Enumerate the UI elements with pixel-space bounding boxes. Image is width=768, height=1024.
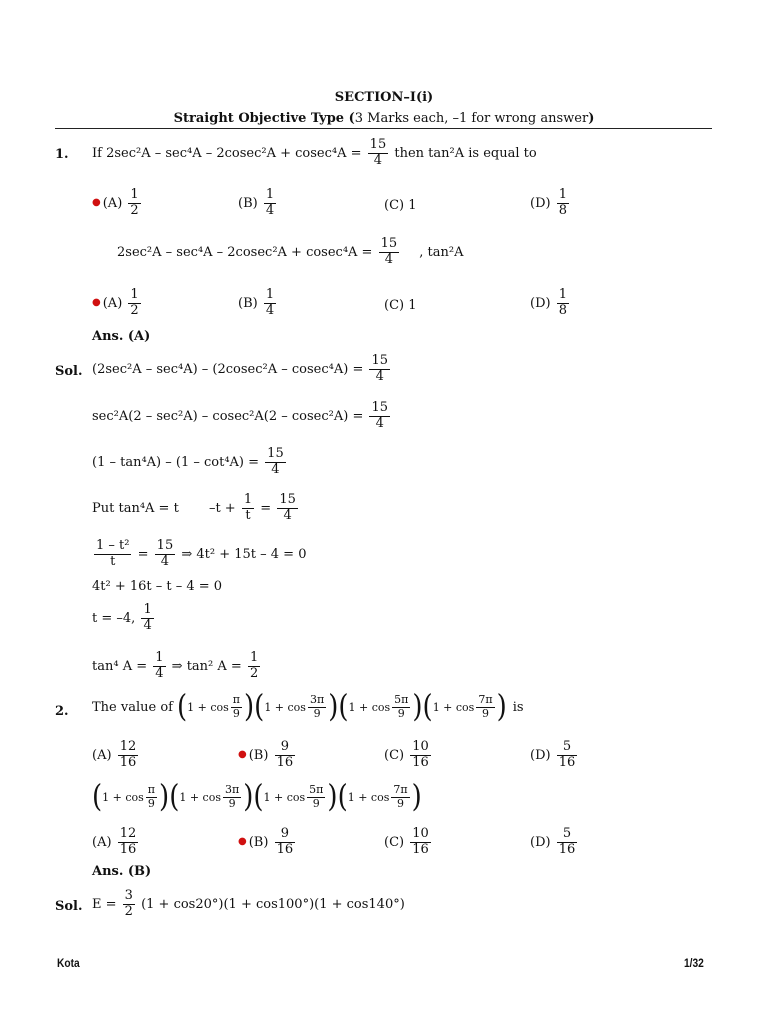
frac-den: 4: [384, 251, 393, 267]
q1-option-c[interactable]: (C) 1: [384, 198, 417, 213]
q2-option-d-repeat[interactable]: [530, 827, 579, 858]
fraction: [141, 603, 153, 634]
sol2-line1: [92, 889, 405, 920]
factor-text: 1 + cos: [432, 700, 475, 714]
frac-num: 5π: [394, 693, 409, 706]
factor-text: 1 + cos: [347, 790, 390, 804]
sol1-line4-put: Put tan⁴A = t: [92, 500, 179, 516]
factor-text: 1 + cos: [263, 790, 306, 804]
frac-den: 16: [119, 754, 137, 770]
frac-den: 16: [119, 841, 137, 857]
frac-num: 15: [279, 492, 296, 507]
option-fraction: [118, 740, 139, 771]
frac-num: π: [232, 693, 240, 706]
frac-den: 9: [232, 706, 240, 720]
q1-alt-post: , tan²A: [419, 244, 464, 260]
equals: =: [137, 546, 149, 562]
sol1-line3-text: (1 – tan⁴A) – (1 – cot⁴A) =: [92, 454, 260, 470]
marked-dot: ●: [92, 296, 101, 308]
q1-fraction: [368, 138, 389, 169]
frac-den: 16: [276, 841, 294, 857]
option-fraction: [128, 188, 140, 219]
frac-num: 1: [143, 602, 152, 617]
option-label: (C): [384, 747, 405, 763]
section-title: SECTION–I(i): [334, 90, 434, 105]
q1-answer: Ans. (A): [92, 329, 151, 344]
frac-den: 16: [558, 754, 576, 770]
sol1-label: Sol.: [55, 364, 83, 379]
option-fraction: [118, 827, 139, 858]
option-label: (D): [530, 834, 551, 850]
fraction: [392, 694, 410, 720]
fraction: [146, 784, 157, 810]
sol1-line5: [92, 539, 306, 570]
q1-option-d[interactable]: [530, 188, 571, 219]
fraction: [94, 539, 131, 570]
q2-alt-expression: [92, 779, 422, 816]
frac-den: 2: [124, 903, 133, 919]
marked-dot: ●: [238, 835, 247, 847]
fraction: [123, 889, 135, 920]
frac-den: 16: [412, 841, 429, 857]
frac-num: 12: [119, 739, 137, 754]
sol2-label: Sol.: [55, 899, 83, 914]
frac-num: 1: [249, 650, 259, 665]
q2-number: 2.: [55, 704, 69, 719]
q1-alt-pre: 2sec²A – sec⁴A – 2cosec²A + cosec⁴A =: [117, 244, 373, 260]
frac-den: 4: [265, 202, 275, 218]
factor-text: 1 + cos: [102, 790, 144, 804]
frac-num: 1 – t²: [96, 538, 130, 553]
factor-text: 1 + cos: [264, 700, 306, 714]
frac-num: 10: [412, 739, 429, 754]
option-fraction: [557, 827, 578, 858]
frac-den: 2: [130, 302, 139, 318]
frac-den: 9: [312, 796, 320, 810]
q2-option-b-repeat[interactable]: [238, 827, 297, 858]
frac-num: 1: [130, 287, 139, 302]
frac-num: 3π: [224, 783, 240, 796]
sol1-line2-text: sec²A(2 – sec²A) – cosec²A(2 – cosec²A) =: [92, 408, 364, 424]
frac-den: 2: [249, 665, 259, 681]
option-label: (B): [248, 747, 269, 763]
frac-den: 16: [276, 754, 294, 770]
sol1-line8-a: tan⁴ A =: [92, 658, 148, 674]
frac-den: 4: [375, 415, 384, 431]
header-rule: [55, 128, 712, 129]
marked-dot: ●: [92, 196, 101, 208]
frac-num: 5π: [309, 783, 324, 796]
frac-den: 8: [558, 202, 567, 218]
frac-num: 5: [557, 740, 578, 756]
q2-option-a[interactable]: [92, 740, 140, 771]
q2-option-c-repeat[interactable]: [384, 827, 433, 858]
option-fraction: [410, 827, 431, 858]
frac-num: 9: [275, 827, 296, 843]
q2-option-b[interactable]: [238, 740, 297, 771]
fraction: [223, 784, 241, 810]
factor-text: 1 + cos: [179, 790, 221, 804]
sol1-line5-text: ⇒ 4t² + 15t – 4 = 0: [181, 546, 307, 562]
frac-den: 4: [265, 302, 275, 318]
q1-option-b[interactable]: [238, 188, 278, 219]
frac-num: 10: [412, 826, 429, 841]
frac-den: 9: [147, 796, 155, 810]
fraction: [391, 784, 409, 810]
q1-frac-num: 15: [369, 137, 387, 152]
subtitle-marks: 3 Marks each, –1 for wrong answer: [354, 111, 589, 126]
footer-city: Kota: [57, 956, 80, 970]
factor-text: 1 + cos: [187, 700, 229, 714]
fraction: [155, 539, 176, 570]
option-label: (A): [102, 295, 123, 311]
q2-answer: Ans. (B): [92, 864, 152, 879]
frac-den: 9: [228, 796, 236, 810]
frac-den: 9: [313, 706, 321, 720]
frac-num: 15: [380, 236, 398, 251]
q1-option-d-repeat[interactable]: [530, 288, 571, 319]
frac-den: 16: [412, 754, 429, 770]
frac-num: 1: [130, 187, 139, 202]
frac-den: 4: [160, 553, 170, 569]
frac-den: 9: [396, 796, 404, 810]
option-label: (B): [238, 195, 258, 211]
option-fraction: [557, 740, 578, 771]
fraction: [307, 784, 325, 810]
sol1-line2: [92, 401, 392, 432]
frac-num: 1: [243, 492, 253, 507]
sol1-line4-expr: –t +: [208, 500, 236, 516]
option-label: (D): [530, 295, 551, 311]
frac-num: 1: [558, 187, 567, 202]
fraction: [476, 694, 494, 720]
frac-num: π: [147, 783, 156, 796]
factor: ( 1 + cos $\frac{\pi}{9}$ ): [92, 779, 170, 816]
fraction: [265, 447, 286, 478]
fraction: [242, 493, 254, 524]
frac-num: 15: [371, 353, 389, 368]
page-number: 1/32: [684, 956, 704, 970]
sol2-post: (1 + cos20°)(1 + cos100°)(1 + cos140°): [141, 896, 405, 912]
factor: ( 1 + cos $\frac{7\pi}{9}$ ): [337, 779, 422, 816]
frac-den: 4: [283, 507, 292, 523]
option-fraction: [275, 827, 296, 858]
frac-num: 7π: [478, 693, 493, 706]
option-fraction: [557, 188, 569, 219]
fraction: [231, 694, 242, 720]
fraction: [277, 493, 298, 524]
option-label: (C): [384, 834, 405, 850]
q1-number: 1.: [55, 147, 69, 162]
q2-option-d[interactable]: [530, 740, 579, 771]
fraction: [153, 651, 165, 682]
option-fraction: [264, 188, 276, 219]
q1-option-c-repeat[interactable]: (C) 1: [384, 298, 417, 313]
frac-num: 12: [119, 826, 137, 841]
frac-num: 1: [265, 187, 275, 202]
sol2-pre: E =: [92, 896, 117, 912]
q1-text-post: then tan²A is equal to: [394, 145, 537, 161]
sol1-line6: 4t² + 16t – t – 4 = 0: [92, 579, 223, 594]
frac-den: 2: [130, 202, 139, 218]
frac-den: 4: [375, 368, 384, 384]
sol1-line1-text: (2sec²A – sec⁴A) – (2cosec²A – cosec⁴A) =: [92, 361, 364, 377]
frac-den: 9: [397, 706, 405, 720]
equals: =: [260, 500, 272, 516]
frac-den: 4: [143, 617, 152, 633]
option-label: (A): [102, 195, 123, 211]
q1-option-b-repeat[interactable]: [238, 288, 278, 319]
frac-num: 5: [557, 827, 578, 843]
subtitle-close: ): [588, 111, 595, 126]
frac-num: 9: [275, 740, 296, 756]
frac-num: 15: [267, 446, 284, 461]
sol1-line7-text: t = –4,: [92, 610, 136, 626]
option-label: (B): [248, 834, 269, 850]
option-label: (D): [530, 747, 551, 763]
option-fraction: [275, 740, 296, 771]
frac-den: 4: [271, 461, 280, 477]
q1-alt-fraction: [379, 237, 400, 268]
factor: ( 1 + cos $\frac{7\pi}{9}$ ): [422, 689, 507, 726]
sol1-line8: [92, 651, 262, 682]
factor: ( 1 + cos $\frac{3\pi}{9}$ ): [169, 779, 254, 816]
sol1-line7: [92, 603, 156, 634]
fraction: [248, 651, 260, 682]
frac-num: 15: [371, 400, 389, 415]
sol1-line3: [92, 447, 288, 478]
fraction: [369, 401, 390, 432]
factor: ( 1 + cos $\frac{5\pi}{9}$ ): [253, 779, 338, 816]
frac-num: 15: [156, 538, 174, 553]
q2-text-post: is: [512, 699, 524, 715]
sol1-line4: [92, 493, 300, 524]
q1-text-pre: If 2sec²A – sec⁴A – 2cosec²A + cosec⁴A =: [92, 145, 362, 161]
option-label: (A): [92, 834, 112, 850]
q2-option-a-repeat[interactable]: [92, 827, 140, 858]
frac-den: t: [245, 507, 251, 523]
frac-num: 3π: [309, 693, 325, 706]
sol1-line8-b: ⇒ tan² A =: [171, 658, 242, 674]
frac-num: 1: [155, 650, 164, 665]
option-label: (D): [530, 195, 551, 211]
marked-dot: ●: [238, 748, 247, 760]
frac-den: 4: [155, 665, 164, 681]
option-fraction: [264, 288, 276, 319]
option-fraction: [410, 740, 431, 771]
frac-den: 9: [481, 706, 489, 720]
frac-den: t: [110, 553, 116, 569]
option-fraction: [557, 288, 569, 319]
fraction: [369, 354, 390, 385]
frac-num: 1: [558, 287, 567, 302]
frac-num: 1: [265, 287, 275, 302]
frac-den: 16: [558, 841, 576, 857]
q1-statement: [92, 138, 537, 169]
fraction: [308, 694, 326, 720]
q2-text-pre: The value of: [92, 699, 173, 715]
sol1-line1: [92, 354, 392, 385]
frac-den: 8: [558, 302, 567, 318]
section-subtitle: [0, 111, 768, 126]
frac-num: 3: [124, 888, 133, 903]
option-label: (B): [238, 295, 258, 311]
factor: ( 1 + cos $\frac{5\pi}{9}$ ): [338, 689, 423, 726]
q2-statement: [92, 689, 524, 726]
factor: ( 1 + cos $\frac{3\pi}{9}$ ): [254, 689, 339, 726]
option-label: (A): [92, 747, 112, 763]
q1-option-a-repeat[interactable]: [92, 288, 143, 319]
factor-text: 1 + cos: [348, 700, 391, 714]
q1-option-a[interactable]: [92, 188, 143, 219]
frac-num: 7π: [393, 783, 408, 796]
q1-alt-statement: [117, 237, 464, 268]
q1-frac-den: 4: [373, 152, 383, 168]
option-fraction: [128, 288, 140, 319]
subtitle-type: Straight Objective Type (: [173, 111, 355, 126]
q2-option-c[interactable]: [384, 740, 433, 771]
factor: ( 1 + cos $\frac{\pi}{9}$ ): [176, 689, 255, 726]
